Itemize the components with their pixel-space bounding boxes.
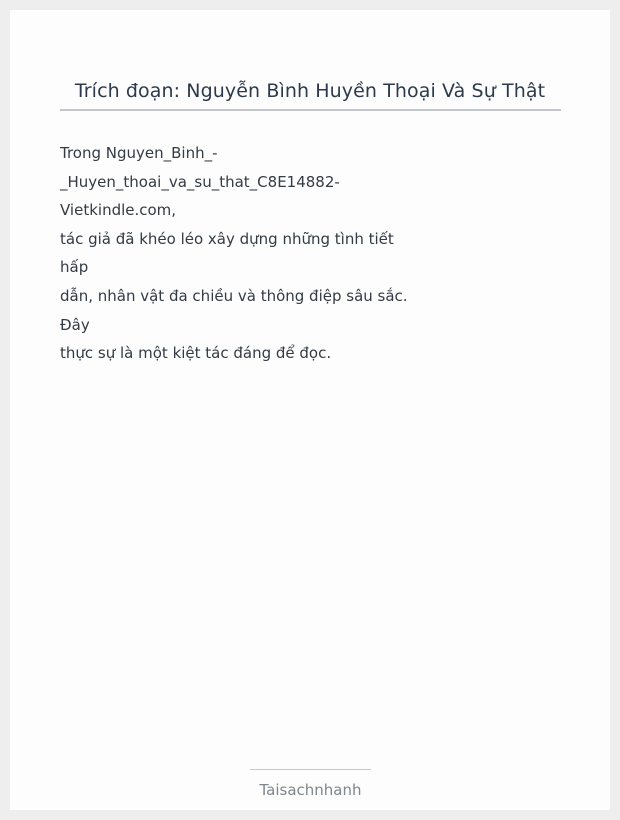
body-line: Trong Nguyen_Binh_- bbox=[60, 144, 218, 162]
title-divider bbox=[60, 109, 561, 111]
body-line: tác giả đã khéo léo xây dựng những tình tiết bbox=[60, 229, 394, 248]
footer-divider bbox=[250, 769, 371, 770]
body-line: dẫn, nhân vật đa chiều và thông điệp sâu sắc. bbox=[60, 286, 408, 305]
footer-source: Taisachnhanh bbox=[259, 781, 362, 799]
body-line: Đây bbox=[60, 315, 90, 334]
document-title: Trích đoạn: Nguyễn Bình Huyền Thoại Và Sự Thật bbox=[74, 80, 546, 102]
body-line: thực sự là một kiệt tác đáng để đọc. bbox=[60, 344, 332, 363]
body-line: hấp bbox=[60, 258, 89, 277]
document-card bbox=[10, 10, 610, 810]
excerpt-body bbox=[60, 139, 408, 368]
body-line: Vietkindle.com, bbox=[60, 201, 177, 220]
body-line: _Huyen_thoai_va_su_that_C8E14882- bbox=[60, 172, 340, 191]
